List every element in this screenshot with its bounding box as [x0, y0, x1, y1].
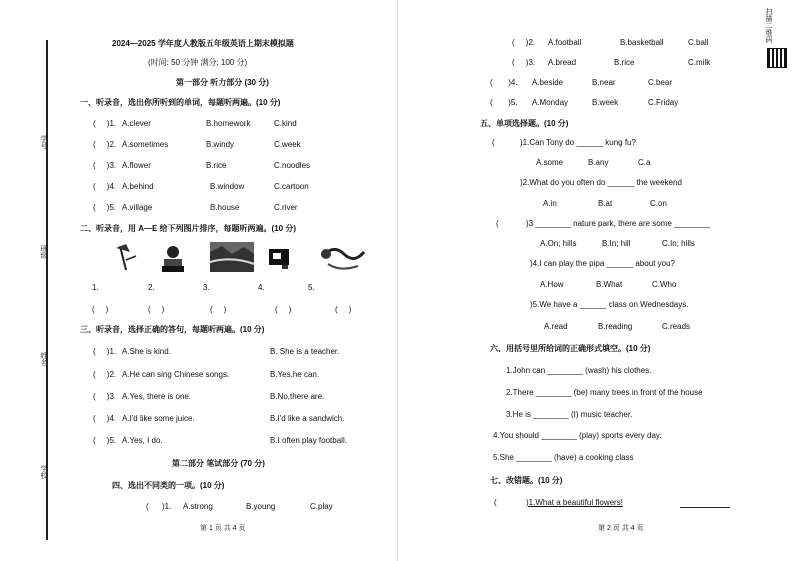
- option-b: B.young: [246, 502, 276, 511]
- qr-caption: 扫描二维码: [765, 8, 772, 43]
- answer-bracket[interactable]: ( )2.: [512, 38, 536, 47]
- option-c: C.milk: [688, 58, 711, 67]
- option-c: C.on: [650, 199, 667, 208]
- man-picture: [160, 244, 186, 274]
- option-a: A.sometimes: [122, 140, 169, 149]
- option-c: C.river: [274, 203, 298, 212]
- option-c: C.noodles: [274, 161, 311, 170]
- picture-label-5: 5.: [308, 283, 315, 292]
- option-b: B.rice: [614, 58, 635, 67]
- answer-bracket[interactable]: ( ): [275, 305, 292, 314]
- option-b: B.week: [592, 98, 619, 107]
- answer-bracket[interactable]: ( ): [210, 305, 227, 314]
- option-a: A.Yes, there is one.: [122, 392, 192, 401]
- part-two-title: 第二部分 笔试部分 (70 分): [172, 459, 265, 468]
- answer-bracket[interactable]: ( )3.: [512, 58, 536, 67]
- option-c: C.ball: [688, 38, 709, 47]
- answer-bracket[interactable]: ( )2.: [93, 140, 117, 149]
- option-c: C.bear: [648, 78, 673, 87]
- page-divider: [397, 0, 398, 561]
- answer-bracket[interactable]: (: [494, 498, 513, 507]
- clean-window-picture: [112, 242, 142, 272]
- section-7-heading: 七、改错题。(10 分): [490, 476, 563, 485]
- answer-bracket[interactable]: ( )4.: [490, 78, 518, 87]
- question-text: )1.Can Tony do ______ kung fu?: [520, 138, 636, 147]
- answer-bracket[interactable]: ( )4.: [93, 182, 117, 191]
- answer-bracket[interactable]: ( ): [335, 305, 352, 314]
- answer-bracket[interactable]: ( )3.: [93, 392, 117, 401]
- exam-meta: (时间: 50 分钟 满分: 100 分): [148, 58, 248, 67]
- answer-bracket[interactable]: ( )2.: [93, 370, 117, 379]
- error-correction-sentence: )1.What a beautiful flowers!: [526, 498, 623, 507]
- option-a: A.bread: [548, 58, 577, 67]
- option-b: B.house: [210, 203, 240, 212]
- option-a: A.in: [543, 199, 557, 208]
- section-3-heading: 三、听录音，选择正确的答句，每题听两遍。(10 分): [80, 325, 265, 334]
- option-b: B.windy: [206, 140, 235, 149]
- option-c: C.reads: [662, 322, 691, 331]
- question-text: )3 ________ nature park, there are some ________: [526, 219, 710, 228]
- question-text: )2.What do you often do ______ the weekend: [520, 178, 682, 187]
- option-b: B.basketball: [620, 38, 664, 47]
- section-5-heading: 五、单项选择题。(10 分): [480, 119, 569, 128]
- margin-label-name: 姓名: [40, 352, 47, 366]
- option-b: B.rice: [206, 161, 227, 170]
- section-2-heading: 二、听录音，用 A—E 给下列图片排序，每题听两遍。(10 分): [80, 224, 297, 233]
- answer-bracket[interactable]: ( ): [92, 305, 109, 314]
- picture-label-3: 3.: [203, 283, 210, 292]
- option-c: C.Friday: [648, 98, 679, 107]
- option-a: A.some: [536, 158, 564, 167]
- option-b: B.No,there are.: [270, 392, 325, 401]
- option-b: B.I often play football.: [270, 436, 347, 445]
- fill-blank-item[interactable]: 2.There ________ (be) many trees in front of the house: [506, 388, 703, 397]
- page-footer-left: 第 1 页 共 4 页: [200, 525, 246, 532]
- option-b: B.near: [592, 78, 616, 87]
- answer-bracket[interactable]: ( )1.: [93, 119, 117, 128]
- option-a: A.Monday: [532, 98, 569, 107]
- option-b: B.any: [588, 158, 609, 167]
- answer-bracket[interactable]: ( )5.: [93, 203, 117, 212]
- option-a: A.flower: [122, 161, 151, 170]
- fill-blank-item[interactable]: 1.John can ________ (wash) his clothes.: [506, 366, 652, 375]
- option-a: A.On; hills: [540, 239, 577, 248]
- answer-bracket[interactable]: (: [496, 219, 517, 228]
- answer-bracket[interactable]: ( )3.: [93, 161, 117, 170]
- option-a: A.She is kind.: [122, 347, 171, 356]
- margin-label-class: 班级: [40, 245, 47, 259]
- option-c: C.Who: [652, 280, 677, 289]
- tv-picture: [268, 248, 292, 270]
- fill-blank-item[interactable]: 3.He is ________ (I) music teacher.: [506, 410, 633, 419]
- picture-label-1: 1.: [92, 283, 99, 292]
- option-b: B.homework: [206, 119, 251, 128]
- fill-blank-item[interactable]: 4.You should ________ (play) sports every day.: [493, 431, 662, 440]
- answer-line[interactable]: [680, 507, 730, 508]
- answer-bracket[interactable]: ( )1.: [146, 502, 172, 511]
- answer-bracket[interactable]: ( )5.: [490, 98, 518, 107]
- page-footer-right: 第 2 页 共 4 页: [598, 525, 644, 532]
- margin-label-student-id: 学号: [40, 135, 47, 149]
- picture-label-2: 2.: [148, 283, 155, 292]
- option-a: A.Yes, I do.: [122, 436, 163, 445]
- option-a: A.I'd like some juice.: [122, 414, 195, 423]
- dragon-picture: [318, 242, 366, 276]
- option-a: A.village: [122, 203, 153, 212]
- option-a: A.read: [544, 322, 568, 331]
- lake-picture: [210, 242, 254, 272]
- option-a: A.beside: [532, 78, 564, 87]
- answer-bracket[interactable]: ( )5.: [93, 436, 117, 445]
- answer-bracket[interactable]: ( ): [148, 305, 165, 314]
- question-text: )5.We have a ______ class on Wednesdays.: [530, 300, 689, 309]
- qr-code-icon: [767, 48, 787, 68]
- option-a: A.behind: [122, 182, 154, 191]
- option-a: A.How: [540, 280, 564, 289]
- option-a: A.He can sing Chinese songs.: [122, 370, 230, 379]
- option-c: C.week: [274, 140, 301, 149]
- option-c: C.cartoon: [274, 182, 309, 191]
- option-c: C.a: [638, 158, 651, 167]
- answer-bracket[interactable]: ( )1.: [93, 347, 117, 356]
- option-b: B.Yes,he can.: [270, 370, 320, 379]
- section-6-heading: 六、用括号里所给词的正确形式填空。(10 分): [490, 344, 651, 353]
- option-b: B.What: [596, 280, 623, 289]
- option-c: C.kind: [274, 119, 297, 128]
- section-4-heading: 四、选出不同类的一项。(10 分): [112, 481, 225, 490]
- option-a: A.clever: [122, 119, 151, 128]
- picture-label-4: 4.: [258, 283, 265, 292]
- option-b: B.I'd like a sandwich.: [270, 414, 345, 423]
- answer-bracket[interactable]: ( )4.: [93, 414, 117, 423]
- part-one-title: 第一部分 听力部分 (30 分): [176, 78, 269, 87]
- section-1-heading: 一、听录音，选出你所听到的单词，每题听两遍。(10 分): [80, 98, 281, 107]
- option-c: C.In; hills: [662, 239, 695, 248]
- option-b: B.In; hill: [602, 239, 631, 248]
- option-a: A.strong: [183, 502, 213, 511]
- fill-blank-item[interactable]: 5.She ________ (have) a cooking class: [493, 453, 634, 462]
- question-text: )4.I can play the pipa ______ about you?: [530, 259, 675, 268]
- option-c: C.play: [310, 502, 333, 511]
- answer-bracket[interactable]: (: [492, 138, 513, 147]
- option-a: A.football: [548, 38, 582, 47]
- option-b: B. She is a teacher.: [270, 347, 340, 356]
- exam-title: 2024—2025 学年度人教版五年级英语上期末模拟题: [112, 39, 294, 48]
- option-b: B.reading: [598, 322, 633, 331]
- margin-label-school: 学校: [40, 465, 47, 479]
- option-b: B.at: [598, 199, 613, 208]
- option-b: B.window: [210, 182, 245, 191]
